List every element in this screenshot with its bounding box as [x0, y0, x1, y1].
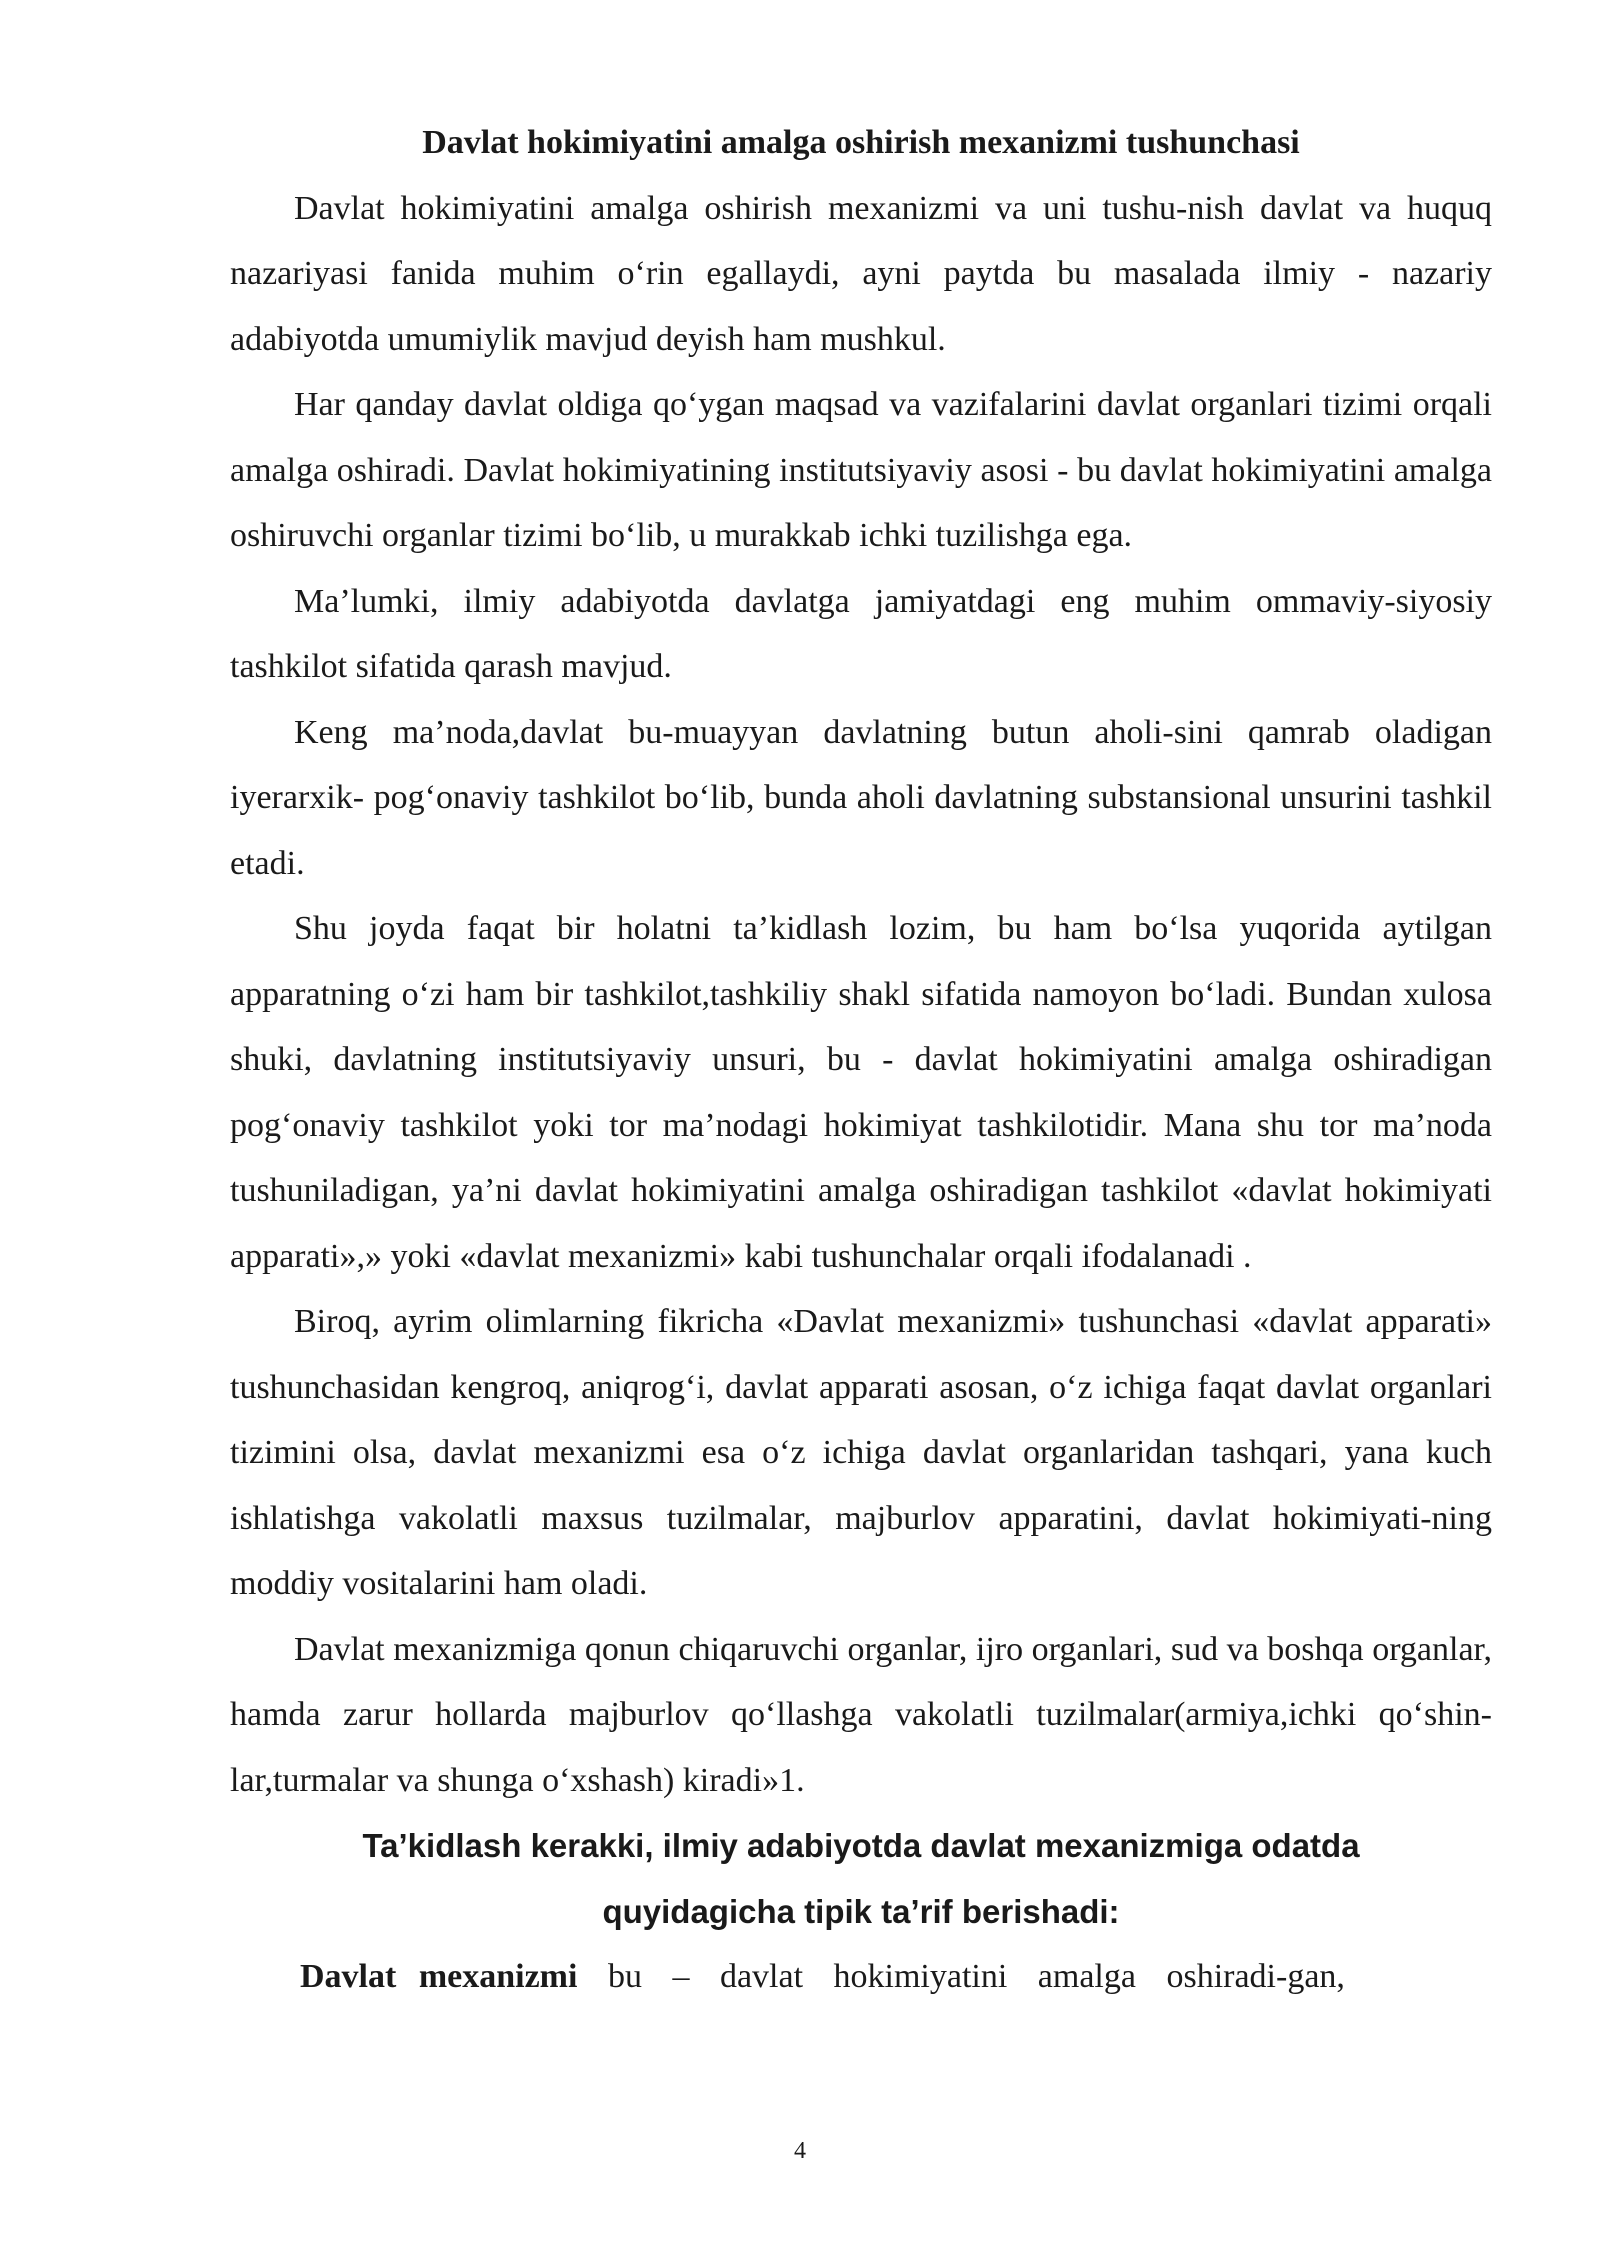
page-title: Davlat hokimiyatini amalga oshirish mexanizmi tushunchasi	[422, 124, 1300, 161]
page-number: 4	[794, 2138, 806, 2164]
paragraph-7: Davlat mexanizmiga qonun chiqaruvchi organlar, ijro organlari, sud va boshqa organlar, hamda zarur hollarda majburlov qo‘llashga vakolatli tuzilmalar(armiya,ichki qo‘shin-lar,turmalar va shunga o‘xshash) kiradi»1.	[230, 1630, 1492, 1799]
paragraph-5: Shu joyda faqat bir holatni ta’kidlash lozim, bu ham bo‘lsa yuqorida aytilgan apparatning o‘zi ham bir tashkilot,tashkiliy shakl sifatida namoyon bo‘ladi. Bundan xulosa shuki, davlatning institutsiyaviy unsuri, bu - davlat hokimiyatini amalga oshiradigan pog‘onaviy tashkilot yoki tor ma’nodagi hokimiyat tashkilotidir. Mana shu tor ma’noda tushuniladigan, ya’ni davlat hokimiyatini amalga oshiradigan tashkilot «davlat hokimiyati apparati»,» yoki «davlat mexanizmi» kabi tushunchalar orqali ifodalanadi .	[230, 910, 1492, 1275]
definition-text: bu – davlat hokimiyatini amalga oshiradi-gan,	[607, 1958, 1345, 1995]
paragraph-1: Davlat hokimiyatini amalga oshirish mexanizmi va uni tushu-nish davlat va huquq nazariyasi fanida muhim o‘rin egallaydi, ayni paytda bu masalada ilmiy - nazariy adabiyotda umumiylik mavjud deyish ham mushkul.	[230, 189, 1492, 358]
subheading-line-2: quyidagicha tipik ta’rif berishadi:	[602, 1892, 1120, 1930]
subheading-line-1: Ta’kidlash kerakki, ilmiy adabiyotda davlat mexanizmiga odatda	[362, 1827, 1360, 1864]
paragraph-2: Har qanday davlat oldiga qo‘ygan maqsad va vazifalarini davlat organlari tizimi orqali amalga oshiradi. Davlat hokimiyatining institutsiyaviy asosi - bu davlat hokimiyatini amalga oshiruvchi organlar tizimi bo‘lib, u murakkab ichki tuzilishga ega.	[230, 386, 1492, 554]
document-page	[230, 110, 1492, 2010]
paragraph-4: Keng ma’noda,davlat bu-muayyan davlatning butun aholi-sini qamrab oladigan iyerarxik- pog‘onaviy tashkilot bo‘lib, bunda aholi davlatning substansional unsurini tashkil etadi.	[230, 713, 1492, 882]
paragraph-6: Biroq, ayrim olimlarning fikricha «Davlat mexanizmi» tushunchasi «davlat apparati» tushunchasidan kengroq, aniqrog‘i, davlat apparati asosan, o‘z ichiga faqat davlat organlari tizimini olsa, davlat mexanizmi esa o‘z ichiga davlat organlaridan tashqari, yana kuch ishlatishga vakolatli maxsus tuzilmalar, majburlov apparatini, davlat hokimiyati-ning moddiy vositalarini ham oladi.	[230, 1303, 1492, 1602]
definition-term: Davlat mexanizmi	[300, 1958, 578, 1995]
definition-line	[230, 1944, 1492, 2010]
paragraph-3: Ma’lumki, ilmiy adabiyotda davlatga jamiyatdagi eng muhim ommaviy-siyosiy tashkilot sifatida qarash mavjud.	[230, 582, 1492, 685]
